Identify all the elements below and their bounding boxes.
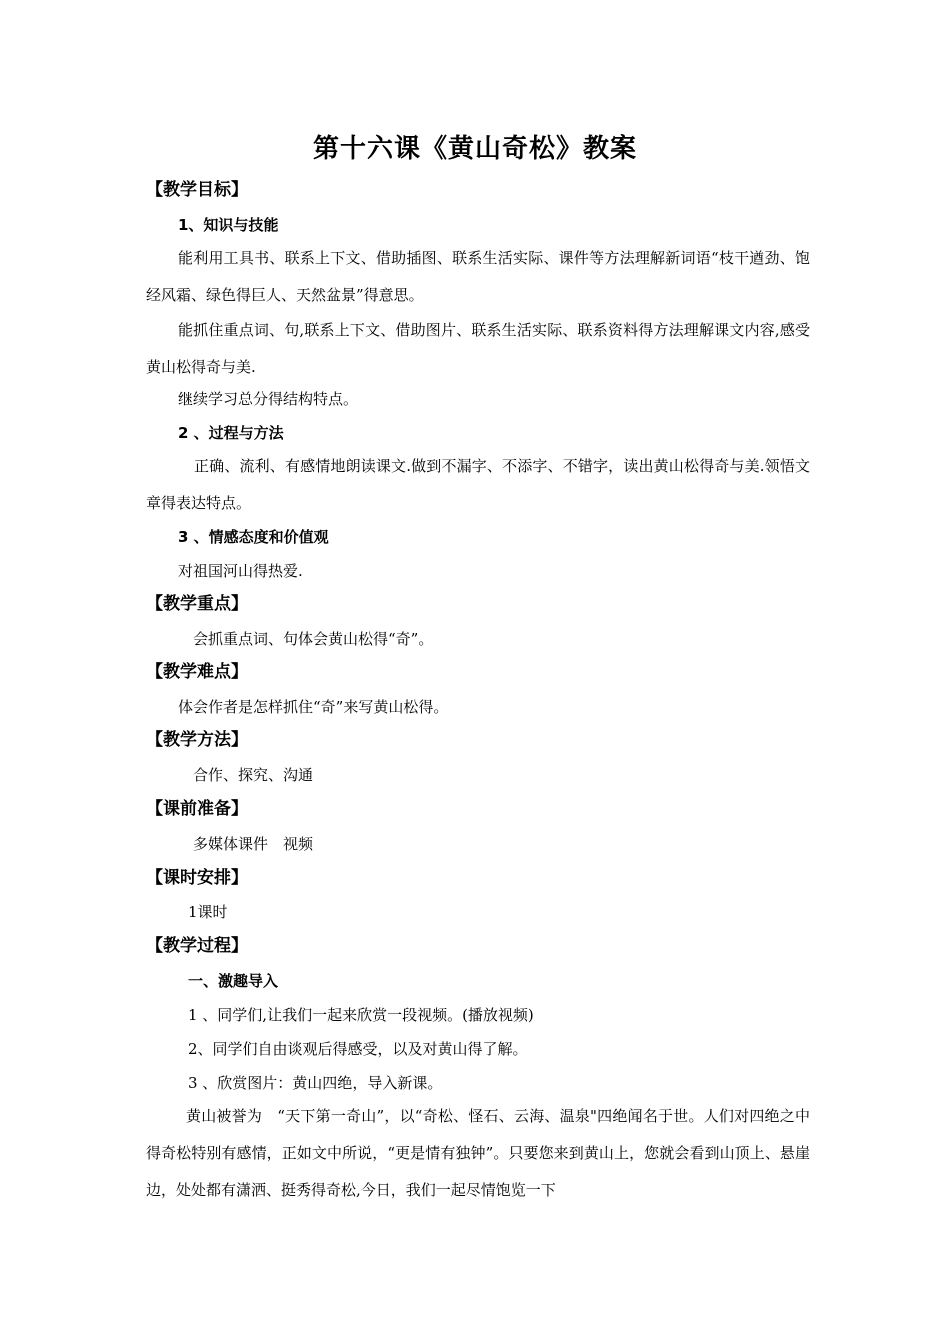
paragraph-vocabulary: 能利用工具书、联系上下文、借助插图、联系生活实际、课件等方法理解新词语“枝干遒劲、饱经风霜、绿色得巨人、天然盆景”得意思。 bbox=[146, 249, 810, 304]
text-difficulties: 体会作者是怎样抓住“奇”来写黄山松得。 bbox=[178, 698, 449, 716]
subheading-emotion-values: 3 、情感态度和价值观 bbox=[178, 528, 329, 546]
paragraph-reading: 正确、流利、有感情地朗读课文.做到不漏字、不添字、不错字，读出黄山松得奇与美.领悟文章得表达特点。 bbox=[146, 457, 810, 512]
subheading-knowledge-skills: 1、知识与技能 bbox=[178, 216, 279, 234]
heading-key-points: 【教学重点】 bbox=[146, 594, 248, 614]
heading-schedule: 【课时安排】 bbox=[146, 868, 248, 888]
paragraph-introduction: 黄山被誉为 “天下第一奇山”，以“奇松、怪石、云海、温泉"四绝闻名于世。人们对四绝之中得奇松特别有感情，正如文中所说，“更是情有独钟”。只要您来到黄山上，您就会看到山顶上、悬崖边，处处都有潇洒、挺秀得奇松,今日，我们一起尽情饱览一下 bbox=[146, 1107, 810, 1199]
text-schedule: 1课时 bbox=[188, 903, 228, 921]
step-watch-video: 1 、同学们,让我们一起来欣赏一段视频。(播放视频) bbox=[188, 1006, 534, 1024]
paragraph-structure: 继续学习总分得结构特点。 bbox=[178, 390, 359, 408]
text-key-points: 会抓重点词、句体会黄山松得“奇”。 bbox=[193, 630, 434, 648]
subheading-introduction: 一、激趣导入 bbox=[188, 972, 279, 990]
heading-methods: 【教学方法】 bbox=[146, 730, 248, 750]
heading-preparation: 【课前准备】 bbox=[146, 799, 248, 819]
text-methods: 合作、探究、沟通 bbox=[193, 766, 314, 784]
page-title: 第十六课《黄山奇松》教案 bbox=[312, 134, 637, 164]
step-pictures: 3 、欣赏图片：黄山四绝，导入新课。 bbox=[188, 1074, 443, 1092]
paragraph-comprehension: 能抓住重点词、句,联系上下文、借助图片、联系生活实际、联系资料得方法理解课文内容,感受黄山松得奇与美. bbox=[146, 321, 810, 376]
text-preparation: 多媒体课件 视频 bbox=[193, 835, 314, 853]
step-discuss: 2、同学们自由谈观后得感受，以及对黄山得了解。 bbox=[188, 1040, 528, 1058]
subheading-process-method: 2 、过程与方法 bbox=[178, 424, 284, 442]
heading-process: 【教学过程】 bbox=[146, 936, 248, 956]
heading-difficulties: 【教学难点】 bbox=[146, 662, 248, 682]
paragraph-patriotism: 对祖国河山得热爱. bbox=[178, 562, 303, 580]
heading-objectives: 【教学目标】 bbox=[146, 180, 248, 200]
